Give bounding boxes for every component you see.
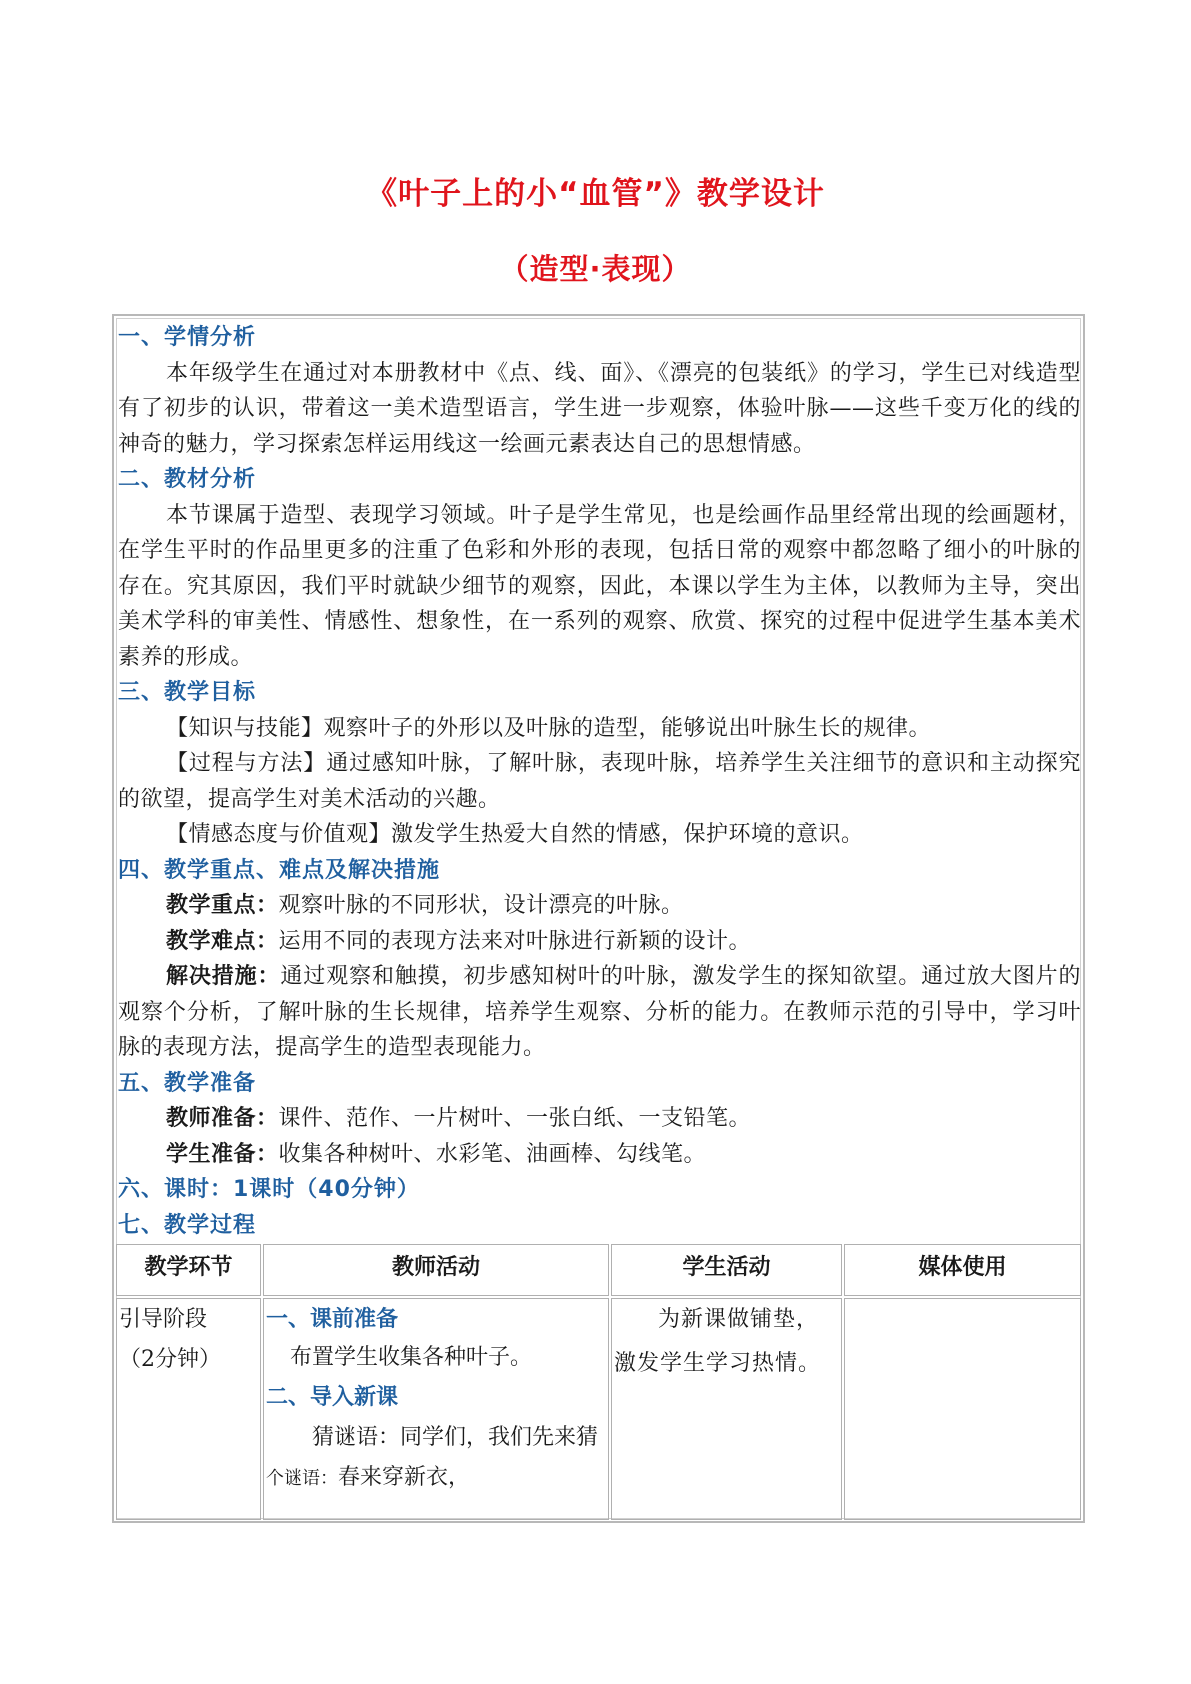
solution-line <box>118 959 1081 1066</box>
document-title: 《叶子上的小“血管”》教学设计 <box>366 176 825 212</box>
teacher-text-2: 猜谜语：同学们，我们先来猜 <box>312 1425 599 1450</box>
goal-process: 【过程与方法】通过感知叶脉，了解叶脉，表现叶脉，培养学生关注细节的意识和主动探究的欲望，提高学生对美术活动的兴趣。 <box>118 751 1081 812</box>
table-header-media: 媒体使用 <box>844 1244 1081 1296</box>
section-2-paragraph: 本节课属于造型、表现学习领域。叶子是学生常见，也是绘画作品里经常出现的绘画题材，在学生平时的作品里更多的注重了色彩和外形的表现，包括日常的观察中都忽略了细小的叶脉的存在。究其原因，我们平时就缺少细节的观察，因此，本课以学生为主体，以教师为主导，突出美术学科的审美性、情感性、想象性，在一系列的观察、欣赏、探究的过程中促进学生基本美术素养的形成。 <box>118 502 1081 670</box>
teacher-text-1: 布置学生收集各种叶子。 <box>290 1345 533 1370</box>
teacher-prep-line <box>118 1101 1081 1137</box>
table-cell-teacher <box>263 1298 609 1520</box>
teacher-subheading-1: 一、课前准备 <box>266 1307 399 1332</box>
table-cell-media <box>844 1298 1081 1520</box>
student-text-2: 激发学生学习热情。 <box>614 1351 822 1376</box>
table-header-teacher: 教师活动 <box>263 1244 609 1296</box>
table-header-stage: 教学环节 <box>116 1244 261 1296</box>
section-1-paragraph: 本年级学生在通过对本册教材中《点、线、面》、《漂亮的包装纸》的学习，学生已对线造型有了初步的认识，带着这一美术造型语言，学生进一步观察，体验叶脉——这些千变万化的线的神奇的魅力，学习探索怎样运用线这一绘画元素表达自己的思想情感。 <box>118 360 1081 457</box>
difficulty-label: 教学难点： <box>166 927 279 954</box>
content-body <box>118 320 1081 1243</box>
difficulty-text: 运用不同的表现方法来对叶脉进行新颖的设计。 <box>278 928 752 954</box>
process-table <box>116 1244 1081 1520</box>
student-prep-label: 学生准备： <box>166 1140 279 1167</box>
table-cell-stage <box>116 1298 261 1520</box>
section-heading-3: 三、教学目标 <box>118 680 257 705</box>
document-subtitle: （造型·表现） <box>499 252 692 286</box>
section-heading-4: 四、教学重点、难点及解决措施 <box>118 857 441 883</box>
goal-emotion: 【情感态度与价值观】激发学生热爱大自然的情感，保护环境的意识。 <box>166 822 864 847</box>
teacher-prep-label: 教师准备： <box>166 1105 279 1131</box>
section-heading-6: 六、课时：1课时（40分钟） <box>118 1177 420 1202</box>
solution-text: 通过观察和触摸，初步感知树叶的叶脉，激发学生的探知欲望。通过放大图片的观察个分析，了解叶脉的生长规律，培养学生观察、分析的能力。在教师示范的引导中，学习叶脉的表现方法，提高学生的造型表现能力。 <box>118 964 1081 1060</box>
goal-knowledge: 【知识与技能】观察叶子的外形以及叶脉的造型，能够说出叶脉生长的规律。 <box>166 715 932 741</box>
difficulty-line <box>118 924 1081 960</box>
section-heading-2: 二、教材分析 <box>118 467 257 492</box>
teacher-text-3 <box>266 1455 608 1496</box>
key-point-label: 教学重点： <box>166 892 279 918</box>
stage-name: 引导阶段 <box>119 1307 208 1332</box>
key-point-line <box>118 888 1081 924</box>
section-heading-5: 五、教学准备 <box>118 1070 257 1096</box>
solution-label: 解决措施： <box>166 963 281 989</box>
teacher-text-3-small: 个谜语： <box>266 1468 338 1489</box>
section-heading-1: 一、学情分析 <box>118 325 257 350</box>
student-prep-text: 收集各种树叶、水彩笔、油画棒、勾线笔。 <box>278 1141 707 1167</box>
student-prep-line <box>118 1137 1081 1173</box>
section-heading-7: 七、教学过程 <box>118 1212 257 1238</box>
table-cell-student <box>611 1298 842 1520</box>
teacher-subheading-2: 二、导入新课 <box>266 1385 399 1410</box>
stage-time: （2分钟） <box>119 1347 221 1372</box>
teacher-prep-text: 课件、范作、一片树叶、一张白纸、一支铅笔。 <box>278 1106 752 1131</box>
table-header-student: 学生活动 <box>611 1244 842 1296</box>
key-point-text: 观察叶脉的不同形状，设计漂亮的叶脉。 <box>278 893 684 918</box>
teacher-text-3-main: 春来穿新衣， <box>338 1465 471 1490</box>
student-text-1: 为新课做铺垫， <box>658 1307 820 1332</box>
